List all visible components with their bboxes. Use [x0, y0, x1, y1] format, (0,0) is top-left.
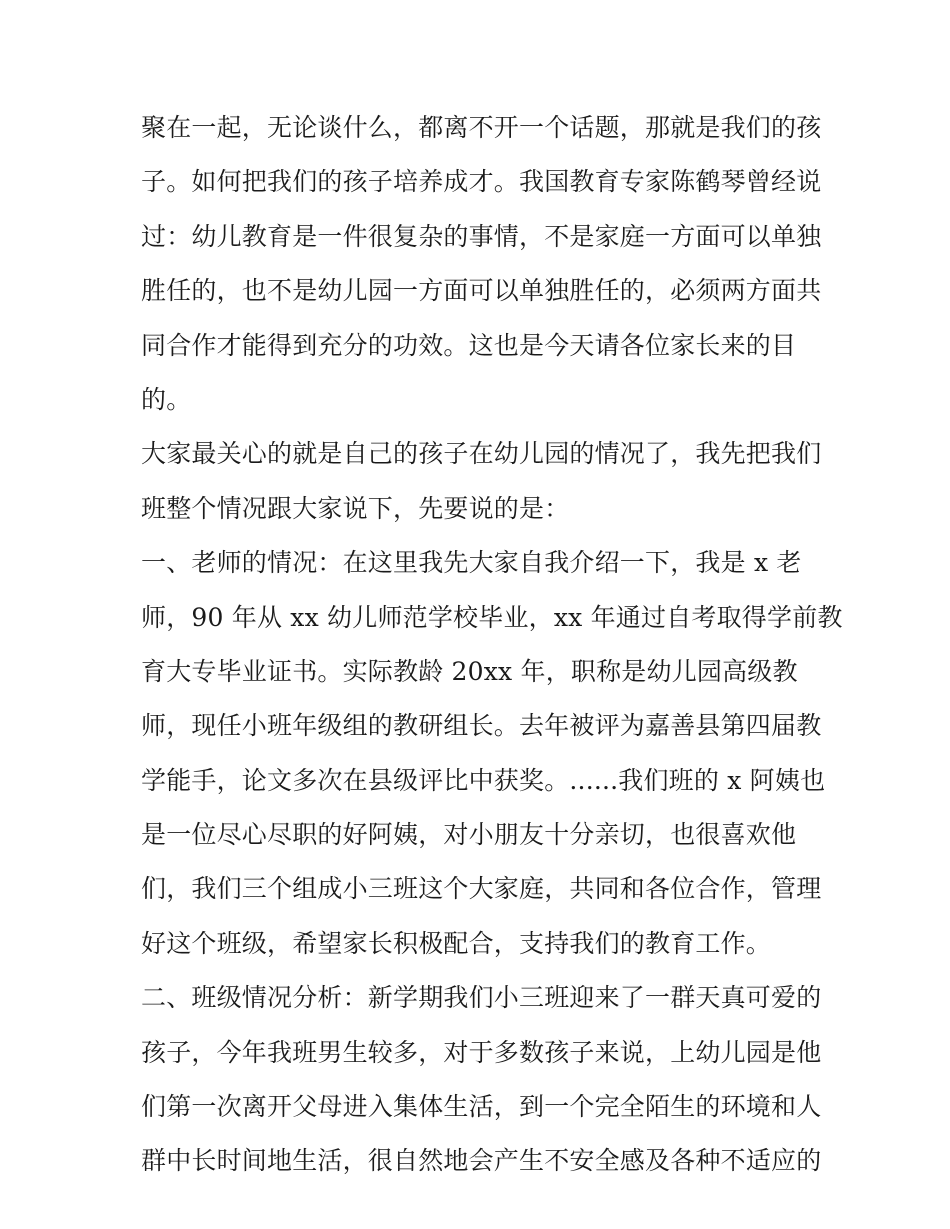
text-line: 的。 — [141, 384, 192, 414]
text-line: 二、班级情况分析：新学期我们小三班迎来了一群天真可爱的 — [141, 983, 822, 1013]
text-line: 是一位尽心尽职的好阿姨，对小朋友十分亲切，也很喜欢他 — [141, 820, 797, 850]
text-line: 育大专毕业证书。实际教龄 20xx 年，职称是幼儿园高级教 — [141, 656, 798, 686]
text-line: 班整个情况跟大家说下，先要说的是： — [141, 493, 570, 523]
text-line: 师，90 年从 xx 幼儿师范学校毕业，xx 年通过自考取得学前教 — [141, 602, 843, 632]
text-line: 聚在一起，无论谈什么，都离不开一个话题，那就是我们的孩 — [141, 113, 822, 142]
text-line: 们，我们三个组成小三班这个大家庭，共同和各位合作，管理 — [141, 874, 822, 904]
text-line: 群中长时间地生活，很自然地会产生不安全感及各种不适应的 — [141, 1146, 822, 1176]
text-line: 过：幼儿教育是一件很复杂的事情，不是家庭一方面可以单独 — [141, 221, 822, 251]
text-line: 一、老师的情况：在这里我先大家自我介绍一下，我是 x 老 — [141, 548, 802, 578]
document-body — [141, 101, 843, 1189]
text-line: 们第一次离开父母进入集体生活，到一个完全陌生的环境和人 — [141, 1092, 822, 1122]
text-line: 同合作才能得到充分的功效。这也是今天请各位家长来的目 — [141, 330, 797, 360]
text-line: 大家最关心的就是自己的孩子在幼儿园的情况了，我先把我们 — [141, 439, 822, 469]
text-line: 孩子，今年我班男生较多，对于多数孩子来说，上幼儿园是他 — [141, 1037, 822, 1067]
text-line: 胜任的，也不是幼儿园一方面可以单独胜任的，必须两方面共 — [141, 276, 822, 306]
text-line: 好这个班级，希望家长积极配合，支持我们的教育工作。 — [141, 928, 772, 958]
text-line: 学能手，论文多次在县级评比中获奖。......我们班的 x 阿姨也 — [141, 765, 826, 795]
text-line: 子。如何把我们的孩子培养成才。我国教育专家陈鹤琴曾经说 — [141, 167, 822, 197]
text-line: 师，现任小班年级组的教研组长。去年被评为嘉善县第四届教 — [141, 711, 822, 741]
